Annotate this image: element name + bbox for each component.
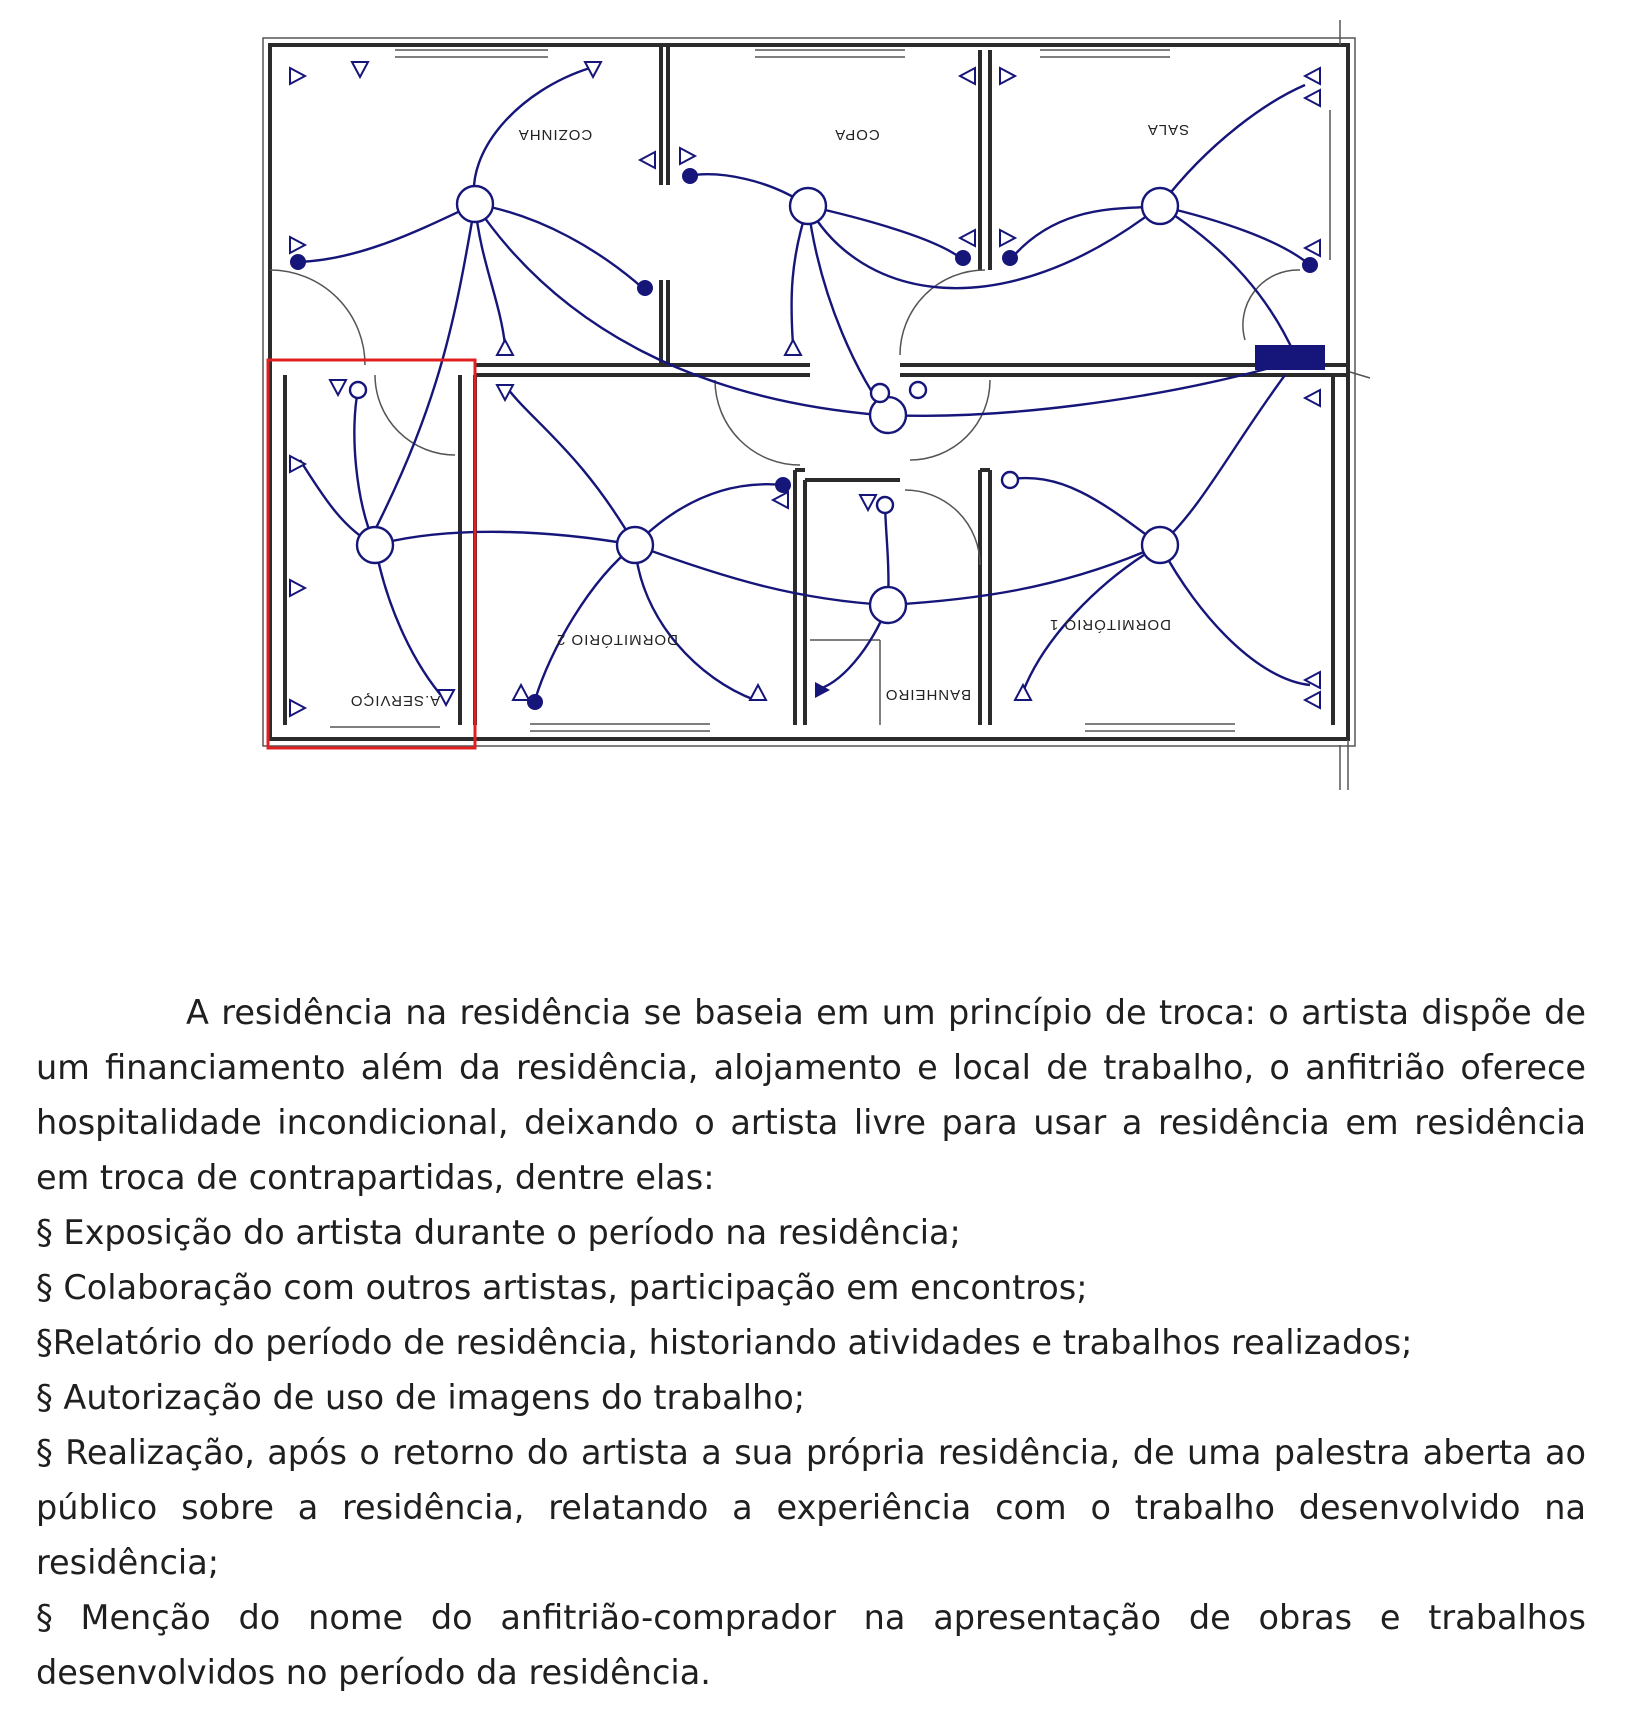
room-label-dormitorio1: DORMITÓRIO 1 <box>1048 616 1172 633</box>
list-item: § Colaboração com outros artistas, participação em encontros; <box>36 1268 1088 1307</box>
list-item: §Relatório do período de residência, historiando atividades e trabalhos realizados; <box>36 1323 1413 1362</box>
intro-paragraph: A residência na residência se baseia em um princípio de troca: o artista dispõe de um financiamento além da residência, alojamento e local de trabalho, o anfitrião oferece hospitalidade incondicional, deixando o artista livre para usar a residência em residência em troca de contrapartidas, dentre elas: <box>36 993 1586 1197</box>
list-item: § Exposição do artista durante o período na residência; <box>36 1213 961 1252</box>
lamp-corridor <box>870 397 906 433</box>
lamp-cozinha <box>457 186 493 222</box>
electrical-floor-plan <box>0 0 1643 800</box>
lamp-sala <box>1142 188 1178 224</box>
list-item: § Menção do nome do anfitrião-comprador na apresentação de obras e trabalhos desenvolvidos no período da residência. <box>36 1598 1586 1692</box>
room-label-servico: A.SERVIÇO <box>349 692 441 709</box>
room-label-sala: SALA <box>1146 121 1190 138</box>
list-item: § Autorização de uso de imagens do trabalho; <box>36 1378 805 1417</box>
lamp-banheiro <box>870 587 906 623</box>
body-text <box>36 985 1586 1700</box>
lamp-copa <box>790 188 826 224</box>
lamp-dormitorio1 <box>1142 527 1178 563</box>
room-label-banheiro: BANHEIRO <box>884 686 972 703</box>
room-label-cozinha: COZINHA <box>517 126 593 143</box>
list-item: § Realização, após o retorno do artista a sua própria residência, de uma palestra aberta ao público sobre a residência, relatando a experiência com o trabalho desenvolvido na residência; <box>36 1433 1586 1582</box>
lamp-servico <box>357 527 393 563</box>
room-label-dormitorio2: DORMITÓRIO 2 <box>555 631 679 648</box>
lamp-dormitorio2 <box>617 527 653 563</box>
room-label-copa: COPA <box>834 126 880 143</box>
